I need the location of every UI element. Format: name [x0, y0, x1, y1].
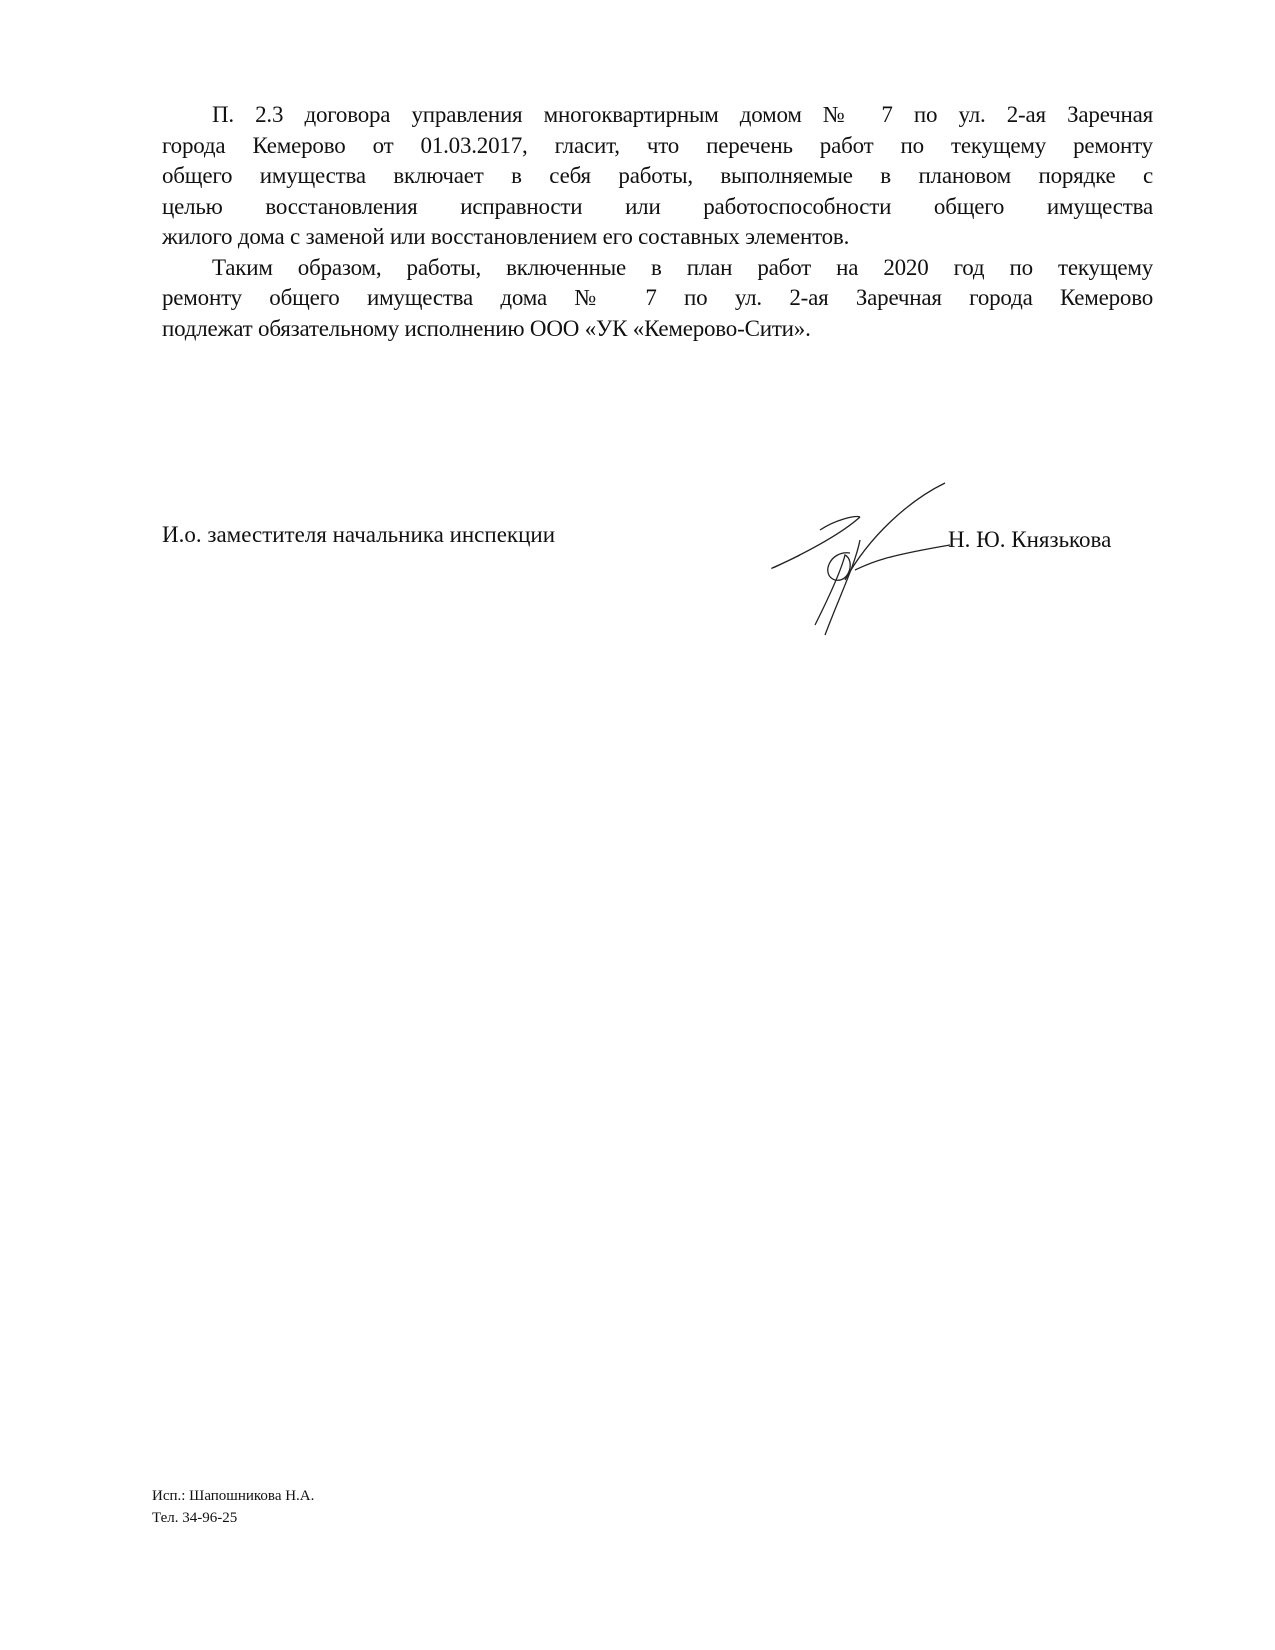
executor-footer: [152, 1485, 314, 1529]
executor-name: Исп.: Шапошникова Н.А.: [152, 1488, 315, 1504]
signatory-name: Н. Ю. Князькова: [948, 527, 1112, 552]
text-line: Таким образом, работы, включенные в план работ на 2020 год по текущему: [212, 254, 1153, 280]
text-line: жилого дома с заменой или восстановлением его составных элементов.: [162, 224, 850, 249]
handwritten-signature: [760, 475, 960, 645]
paragraph-2: [162, 253, 1153, 345]
executor-phone: Тел. 34-96-25: [152, 1510, 238, 1526]
paragraph-1: [162, 100, 1153, 253]
text-line: общего имущества включает в себя работы, выполняемые в плановом порядке с: [162, 163, 1153, 188]
document-body: [162, 100, 1153, 344]
text-line: целью восстановления исправности или работоспособности общего имущества: [162, 193, 1153, 219]
text-line: города Кемерово от 01.03.2017, гласит, что перечень работ по текущему ремонту: [162, 132, 1153, 158]
text-line: П. 2.3 договора управления многоквартирным домом № 7 по ул. 2-ая Заречная: [212, 102, 1153, 127]
signatory-title: И.о. заместителя начальника инспекции: [162, 522, 556, 547]
text-line: ремонту общего имущества дома № 7 по ул. 2-ая Заречная города Кемерово: [162, 285, 1153, 310]
text-line: подлежат обязательному исполнению ООО «УК «Кемерово-Сити».: [162, 315, 811, 341]
